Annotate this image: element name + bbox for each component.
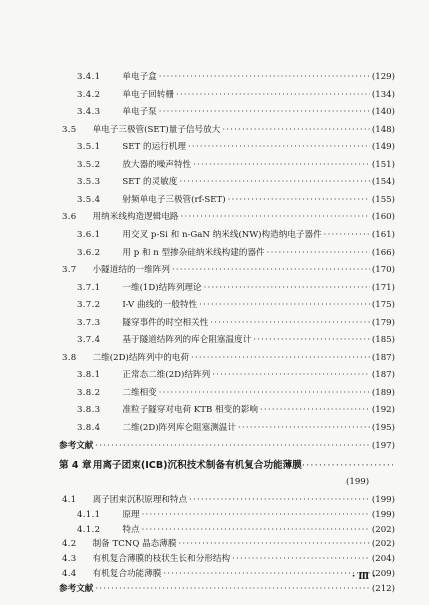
toc-entry-page: (199) xyxy=(371,509,395,520)
toc-entry xyxy=(77,71,395,83)
toc-entry-number: 3.7 xyxy=(62,265,77,276)
toc-entry-page: (195) xyxy=(371,423,395,433)
toc-entry xyxy=(62,264,395,276)
chapter-page-ref: (199) xyxy=(346,477,370,487)
toc-entry-number: 4.4 xyxy=(62,569,77,579)
leader-dots xyxy=(260,404,370,416)
toc-entry xyxy=(77,229,395,241)
toc-entry xyxy=(62,124,395,136)
toc-entry xyxy=(59,583,395,595)
toc-entry-number: 3.7.1 xyxy=(77,282,101,293)
toc-entry-title: 单电子盒 xyxy=(122,72,157,82)
toc-entry-page: (175) xyxy=(371,300,395,311)
toc-entry-page: (166) xyxy=(371,247,395,258)
toc-entry-number: 3.8.1 xyxy=(77,370,101,381)
toc-entry xyxy=(77,194,395,206)
leader-dots xyxy=(238,422,370,434)
toc-entry-number: 3.5.3 xyxy=(77,177,101,188)
toc-entry-page: (148) xyxy=(371,124,395,135)
toc-entry xyxy=(77,317,395,329)
toc-entry-page: (197) xyxy=(371,440,395,451)
toc-entry xyxy=(77,89,395,101)
toc-entry-number: 3.8.2 xyxy=(77,387,101,398)
leader-dots xyxy=(142,524,370,536)
toc-entry-page: (154) xyxy=(371,177,395,188)
toc-entry xyxy=(77,106,395,118)
toc-entry-number: 3.8.4 xyxy=(77,423,101,433)
leader-dots xyxy=(191,352,370,364)
toc-entry-title: 制备 TCNQ 晶态薄膜 xyxy=(92,539,177,550)
toc-entry-page: (129) xyxy=(371,72,395,82)
leader-dots xyxy=(159,71,370,83)
toc-entry-title: 用交叉 p-Si 和 n-GaN 纳米线(NW)构造纳电子器件 xyxy=(122,229,322,240)
toc-entry-title: 隧穿事件的时空相关性 xyxy=(122,317,209,328)
toc-entry-number: 4.2 xyxy=(62,539,77,550)
footer-page-number: · Ⅲ · xyxy=(352,572,376,582)
leader-dots xyxy=(302,459,393,472)
toc-entry-number: 3.4.3 xyxy=(77,107,101,118)
toc-entry-title: 单电子泵 xyxy=(122,107,157,118)
leader-dots xyxy=(222,124,370,136)
toc-entry-number: 3.5.2 xyxy=(77,159,101,170)
toc-entry xyxy=(62,538,395,550)
toc-entry-title: 一维(1D)结阵列理论 xyxy=(122,282,202,293)
toc-entry xyxy=(62,211,395,223)
toc-entry-number: 3.8.3 xyxy=(77,405,101,416)
toc-entry xyxy=(77,334,395,346)
toc-entry xyxy=(62,494,395,506)
leader-dots xyxy=(232,553,370,565)
leader-dots xyxy=(179,176,370,188)
toc-entry-number: 3.4.1 xyxy=(77,72,101,82)
toc-entry-page: (212) xyxy=(371,583,395,594)
leader-dots xyxy=(142,509,370,521)
toc-entry-page: (187) xyxy=(371,352,395,363)
leader-dots xyxy=(267,247,370,259)
toc-entry-title: 有机复合薄膜的枝状生长和分形结构 xyxy=(92,554,231,565)
toc-entry-number: 3.4.2 xyxy=(77,89,101,100)
chapter-label: 第 4 章 xyxy=(59,460,92,471)
toc-entry-page: (151) xyxy=(371,159,395,170)
toc-entry-page: (161) xyxy=(371,229,395,240)
toc-entry xyxy=(59,440,395,452)
toc-entry xyxy=(77,387,395,399)
leader-dots xyxy=(188,141,370,153)
toc-entry-number: 3.5.4 xyxy=(77,194,101,205)
leader-dots xyxy=(228,194,370,206)
toc-entry-page: (199) xyxy=(371,495,395,505)
toc-entry-page: (149) xyxy=(371,142,395,153)
leader-dots xyxy=(189,494,370,506)
toc-entry-title: I-V 曲线的一般特性 xyxy=(122,300,198,311)
toc-entry-title: 特点 xyxy=(122,524,140,535)
toc-entry-page: (140) xyxy=(371,107,395,118)
leader-dots xyxy=(253,334,370,346)
toc-entry-page: (179) xyxy=(371,317,395,328)
toc-entry-page: (204) xyxy=(371,554,395,565)
toc-entry-number: 3.6.2 xyxy=(77,247,101,258)
toc-entry xyxy=(77,159,395,171)
toc-entry-number: 4.3 xyxy=(62,554,77,565)
toc-entry xyxy=(62,352,395,364)
toc-entry xyxy=(77,404,395,416)
leader-dots xyxy=(163,568,370,580)
toc-entry xyxy=(77,247,395,259)
toc-entry-page: (189) xyxy=(371,387,395,398)
leader-dots xyxy=(159,387,370,399)
leader-dots xyxy=(172,264,370,276)
toc-entry-title: 用纳米线构造逻辑电路 xyxy=(92,212,179,223)
toc-entry-number: 3.5.1 xyxy=(77,142,101,153)
toc-entry-page: (170) xyxy=(371,265,395,276)
leader-dots xyxy=(176,89,370,101)
toc-entry xyxy=(77,369,395,381)
toc-entry-page: (192) xyxy=(371,405,395,416)
toc-entry-number: 3.8 xyxy=(62,352,77,363)
toc-entry-number: 3.7.2 xyxy=(77,300,101,311)
toc-entry-title: 参考文献 xyxy=(59,440,94,451)
leader-dots xyxy=(199,299,370,311)
toc-entry-title: 正常态二维(2D)结阵列 xyxy=(122,370,211,381)
leader-dots xyxy=(95,440,370,452)
toc-entry-number: 3.7.3 xyxy=(77,317,101,328)
toc-entry-page: (202) xyxy=(371,524,395,535)
leader-dots xyxy=(181,211,370,223)
toc-entry xyxy=(77,141,395,153)
leader-dots xyxy=(178,538,369,550)
leader-dots xyxy=(210,317,370,329)
toc-entry xyxy=(77,176,395,188)
chapter-title: 用离子团束(ICB)沉积技术制备有机复合功能薄膜 xyxy=(92,460,302,471)
chapter-4-heading xyxy=(59,459,393,472)
toc-entry-title: 原理 xyxy=(122,509,140,520)
toc-entry xyxy=(77,524,395,536)
leader-dots xyxy=(212,369,370,381)
toc-entry-number: 4.1 xyxy=(62,495,77,505)
toc-entry-title: 有机复合功能薄膜 xyxy=(92,569,162,579)
toc-entry xyxy=(77,299,395,311)
toc-entry-title: 离子团束沉积原理和特点 xyxy=(92,495,188,505)
toc-entry-page: (160) xyxy=(371,212,395,223)
toc-entry-number: 3.6 xyxy=(62,212,77,223)
toc-entry-page: (171) xyxy=(371,282,395,293)
toc-entry-page: (209) xyxy=(371,569,395,579)
leader-dots xyxy=(95,583,370,595)
toc-entry-title: 二维(2D)结阵列中的电荷 xyxy=(92,352,189,363)
toc-entry-title: 射频单电子三极管(rf-SET) xyxy=(122,194,226,205)
toc-entry-title: SET 的运行机理 xyxy=(122,142,186,153)
toc-entry-number: 3.6.1 xyxy=(77,229,101,240)
toc-entry-page: (202) xyxy=(371,539,395,550)
toc-entry-title: 小隧道结的一维阵列 xyxy=(92,265,170,276)
toc-entry-page: (134) xyxy=(371,89,395,100)
toc-entry-title: 用 p 和 n 型掺杂硅纳米线构建的器件 xyxy=(122,247,265,258)
toc-entry-number: 3.5 xyxy=(62,124,77,135)
toc-entry-title: 单电子回转栅 xyxy=(122,89,174,100)
toc-entry-page: (185) xyxy=(371,335,395,346)
toc-entry-title: 单电子三极管(SET)量子信号放大 xyxy=(92,124,221,135)
toc-entry-title: 准粒子隧穿对电荷 KTB 相变的影响 xyxy=(122,405,259,416)
toc-entry-number: 4.1.1 xyxy=(77,509,101,520)
toc-entry-page: (155) xyxy=(371,194,395,205)
toc-entry-title: 二维(2D)阵列库仑阻塞测温计 xyxy=(122,423,236,433)
toc-entry-number: 4.1.2 xyxy=(77,524,101,535)
toc-entry-number: 3.7.4 xyxy=(77,335,101,346)
toc-entry-title: 基于隧道结阵列的库仑阻塞温度计 xyxy=(122,335,252,346)
toc-entry-page: (187) xyxy=(371,370,395,381)
toc-entry xyxy=(62,568,395,580)
toc-entry xyxy=(62,553,395,565)
leader-dots xyxy=(204,282,370,294)
toc-entry xyxy=(77,422,395,434)
toc-entry xyxy=(77,282,395,294)
toc-entry-title: 二维相变 xyxy=(122,387,157,398)
leader-dots xyxy=(193,159,370,171)
leader-dots xyxy=(159,106,370,118)
toc-entry-title: 放大器的噪声特性 xyxy=(122,159,192,170)
toc-entry-title: SET 的灵敏度 xyxy=(122,177,178,188)
leader-dots xyxy=(324,229,370,241)
toc-entry xyxy=(77,509,395,521)
toc-entry-title: 参考文献 xyxy=(59,583,94,594)
